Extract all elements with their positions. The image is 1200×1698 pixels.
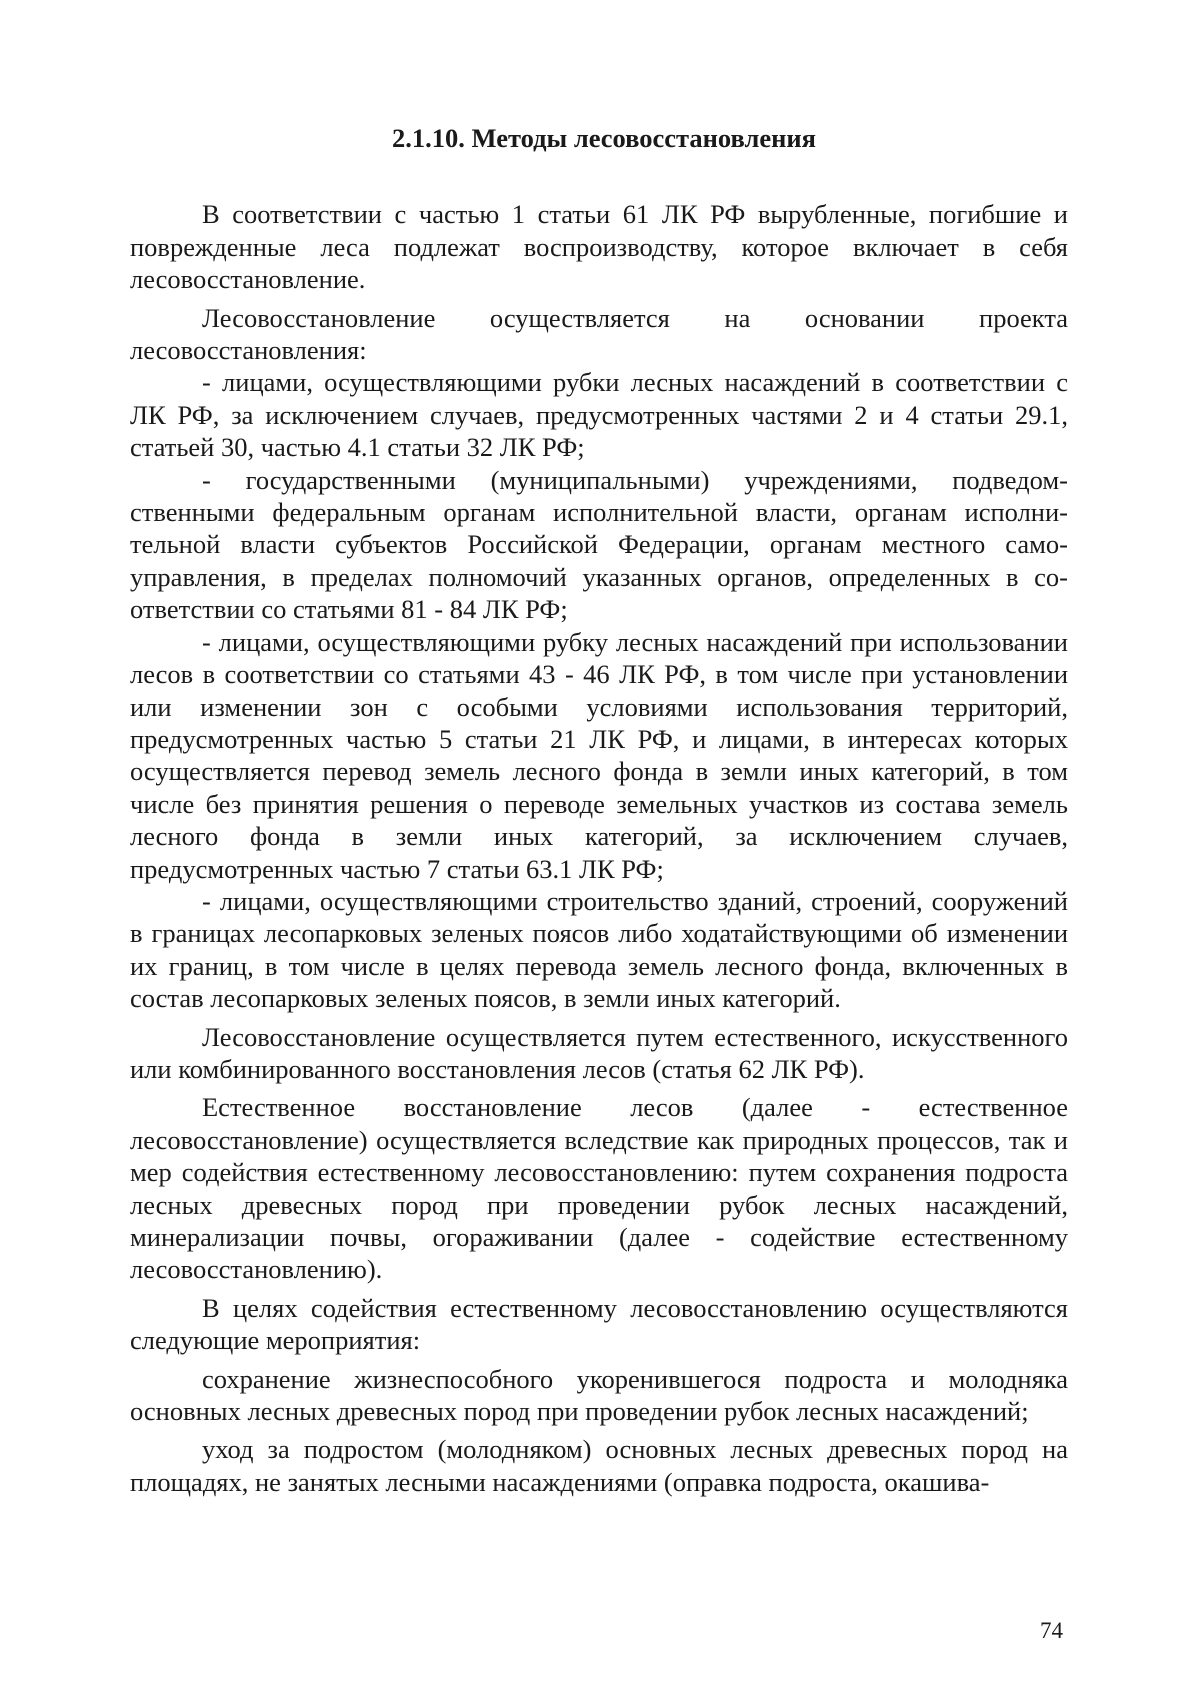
list-item-logging-persons: - лицами, осуществляющими рубки лесных насаждений в соответствии с ЛК РФ, за исключением случаев, предусмотренных частями 2 и 4 статьи 29.1, статьей 30, частью 4.1 статьи 32 ЛК РФ; — [130, 367, 1068, 463]
document-body — [130, 122, 1068, 1498]
list-item-forest-use-persons: - лицами, осуществляющими рубку лесных насаждений при использовании лесов в соответствии со статьями 43 - 46 ЛК РФ, в том числе при установлении или изменении зон с особыми условиями использования территорий, предусмотренных частью 5 статьи 21 ЛК РФ, и лицами, в интересах которых осуществляется перевод земель лесного фонда в земли иных категорий, в том числе без принятия решения о переводе земельных участков из состава земель лесного фонда в земли иных категорий, за исключением случаев, предусмотренных частью 7 статьи 63.1 ЛК РФ; — [130, 626, 1068, 884]
paragraph-intro: В соответствии с частью 1 статьи 61 ЛК РФ вырубленные, погибшие и поврежденные леса подлежат воспроизводству, которое включает в себя лесовосстановление. — [130, 199, 1068, 295]
page-number: 74 — [1040, 1618, 1063, 1643]
list-item-preserve-undergrowth: сохранение жизнеспособного укоренившегося подроста и молодняка основных лесных древесных пород при проведении рубок лесных насаждений; — [130, 1363, 1068, 1427]
list-item-undergrowth-care: уход за подростом (молодняком) основных лесных древесных пород на площадях, не занятых лесными насаждениями (оправка подроста, окашива- — [130, 1434, 1068, 1497]
paragraph-methods: Лесовосстановление осуществляется путем естественного, искусственного или комбинированного восстановления лесов (статья 62 ЛК РФ). — [130, 1021, 1068, 1084]
paragraph-basis: Лесовосстановление осуществляется на основании проекта лесовосстановления: — [130, 302, 1068, 366]
list-item-state-institutions: - государственными (муниципальными) учреждениями, подведомственными федеральным органам исполнительной власти, органам исполнительной власти субъектов Российской Федерации, органам местного самоуправления, в пределах полномочий указанных органов, определенных в соответствии со статьями 81 - 84 ЛК РФ; — [130, 464, 1068, 625]
paragraph-natural-restoration: Естественное восстановление лесов (далее - естественное лесовосстановление) осуществляется вследствие как природных процессов, так и мер содействия естественному лесовосстановлению: путем сохранения подроста лесных древесных пород при проведении рубок лесных насаждений, минерализации почвы, огораживании (далее - содействие естественному лесовосстановлению). — [130, 1092, 1068, 1285]
paragraph-assistance-measures: В целях содействия естественному лесовосстановлению осуществляются следующие мероприятия: — [130, 1292, 1068, 1356]
section-title: 2.1.10. Методы лесовосстановления — [392, 123, 816, 153]
list-item-construction-persons: - лицами, осуществляющими строительство зданий, строений, сооружений в границах лесопарковых зеленых поясов либо ходатайствующими об изменении их границ, в том числе в целях перевода земель лесного фонда, включенных в состав лесопарковых зеленых поясов, в земли иных категорий. — [130, 885, 1068, 1014]
